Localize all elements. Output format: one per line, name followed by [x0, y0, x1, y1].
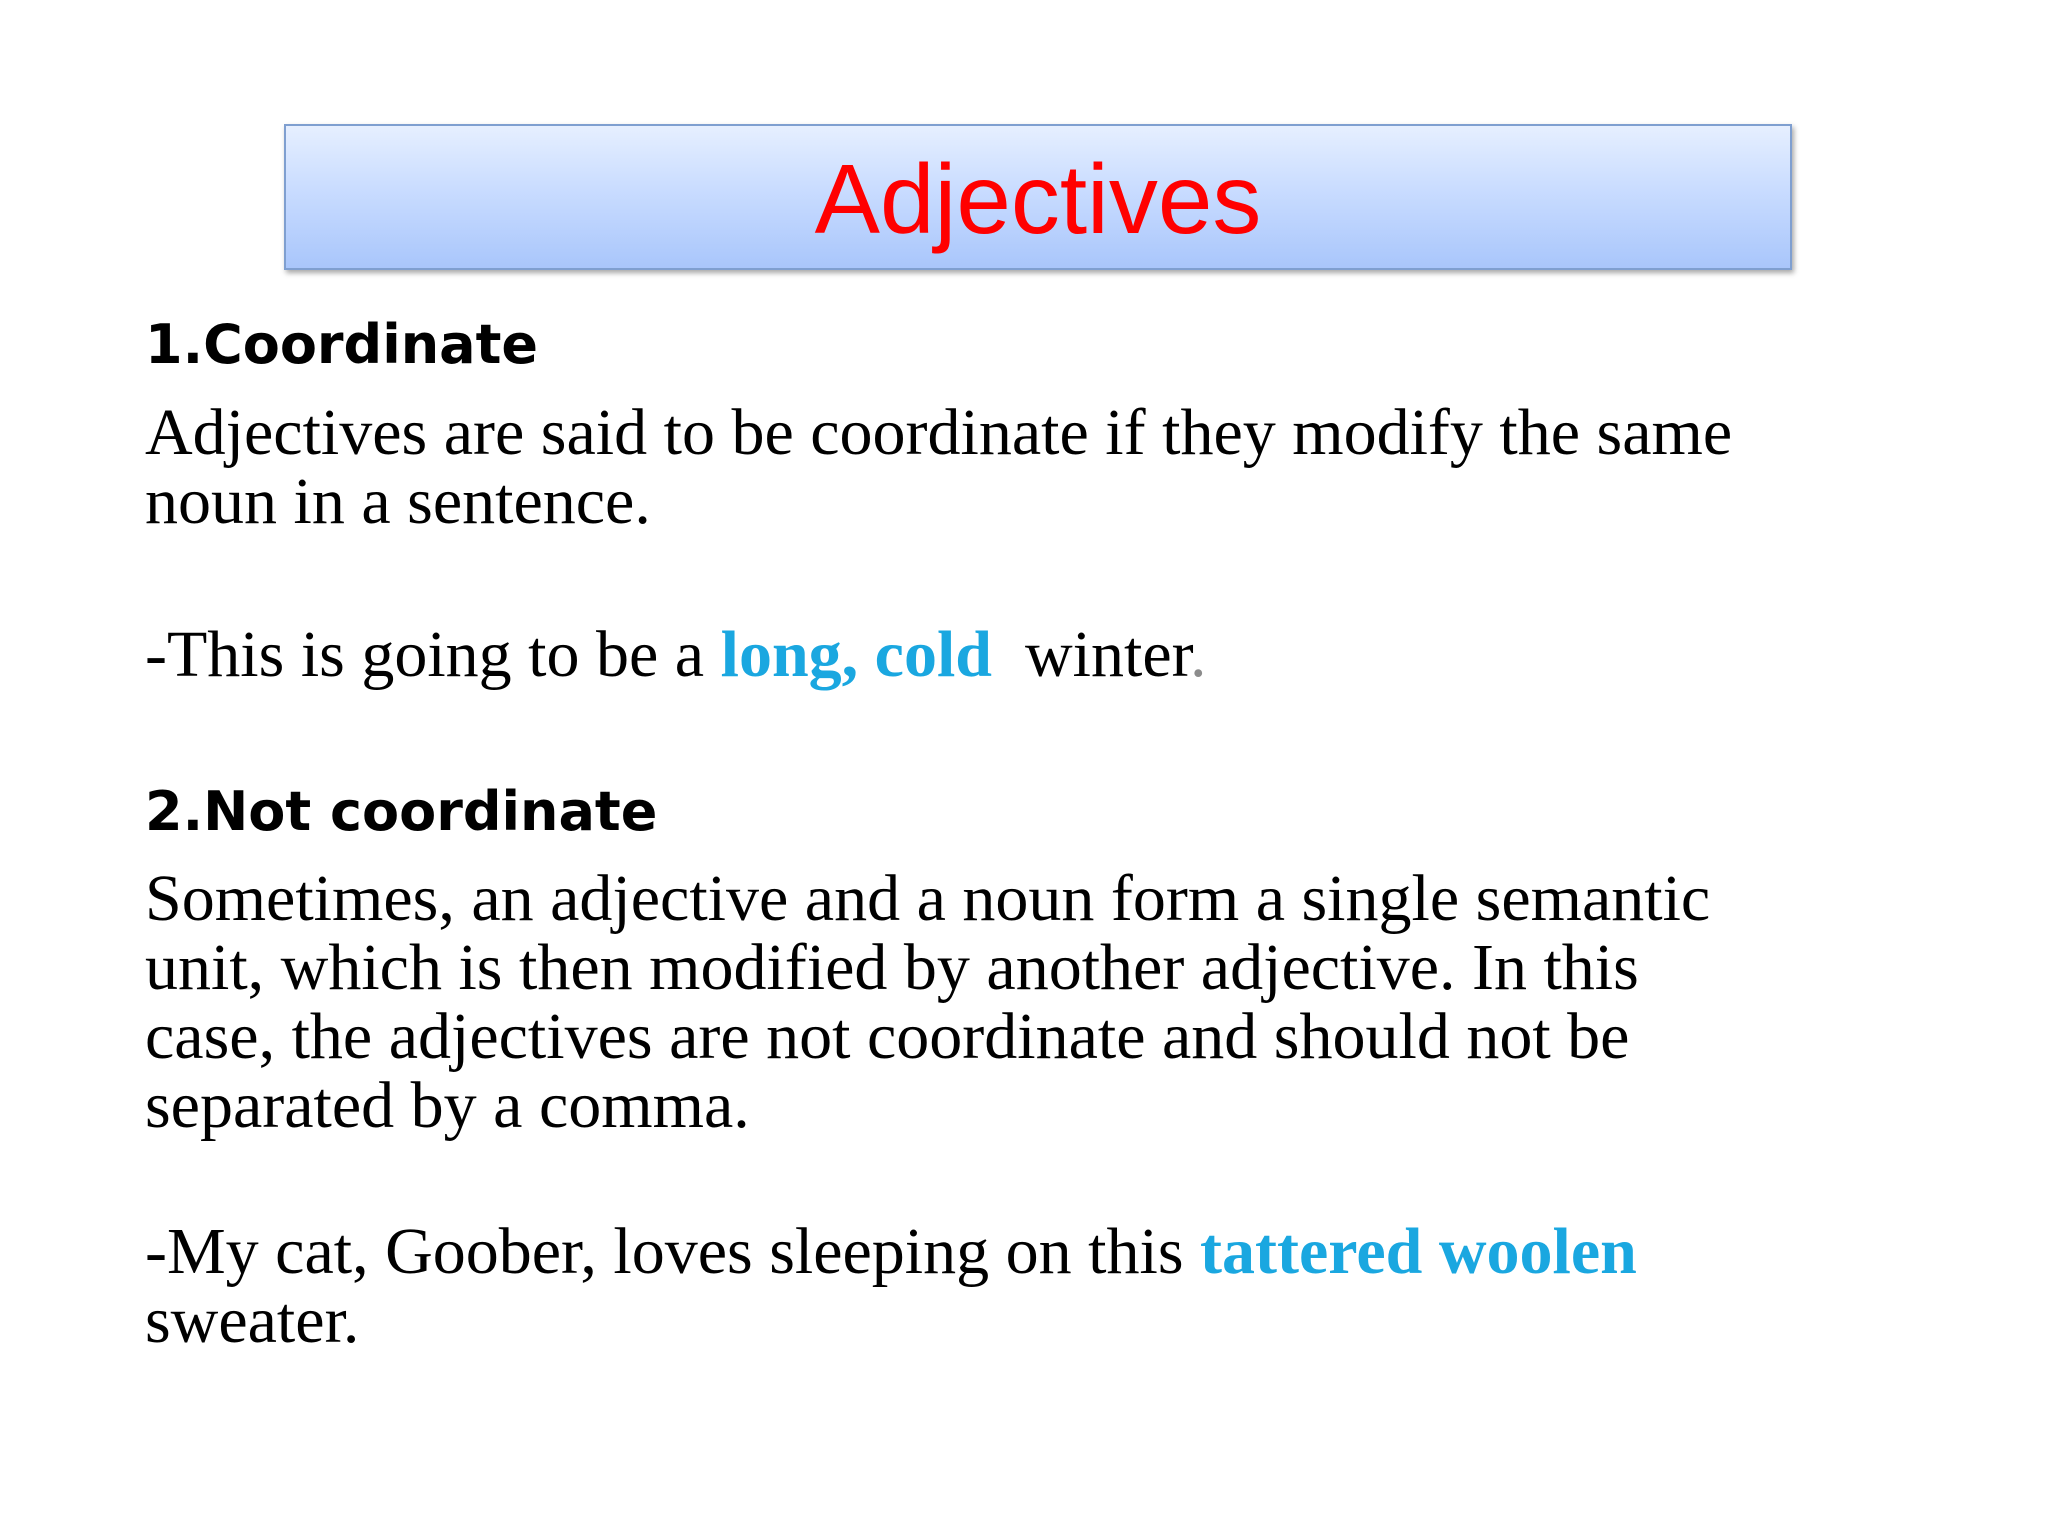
- section-1-example-period: .: [1189, 618, 1207, 691]
- section-1-definition: [145, 398, 1945, 536]
- section-1-definition-line-1: Adjectives are said to be coordinate if they modify the same: [145, 396, 1733, 469]
- slide-title: Adjectives: [814, 144, 1262, 254]
- section-1-example-suffix: winter: [992, 618, 1190, 691]
- title-box: [284, 124, 1792, 270]
- section-1-example: [145, 620, 1945, 689]
- section-2-definition-line-1: Sometimes, an adjective and a noun form a single semantic: [145, 862, 1711, 935]
- section-2-example-line-2: sweater.: [145, 1284, 360, 1357]
- section-2-example: [145, 1217, 1945, 1355]
- section-2-example-prefix: -My cat, Goober, loves sleeping on this: [145, 1215, 1201, 1288]
- section-1-example-prefix: -This is going to be a: [145, 618, 721, 691]
- section-2-example-highlight: tattered woolen: [1200, 1215, 1637, 1288]
- section-2-definition-line-3: case, the adjectives are not coordinate and should not be: [145, 1000, 1630, 1073]
- section-2-definition-line-4: separated by a comma.: [145, 1069, 750, 1142]
- section-2-example-line-1: [145, 1217, 1945, 1286]
- section-1-definition-line-2: noun in a sentence.: [145, 465, 651, 538]
- section-1-heading: 1.Coordinate: [145, 313, 539, 376]
- section-2-definition: [145, 864, 1945, 1140]
- section-2-definition-line-2: unit, which is then modified by another adjective. In this: [145, 931, 1639, 1004]
- section-1-example-highlight: long, cold: [720, 618, 992, 691]
- section-2-heading: 2.Not coordinate: [145, 780, 658, 843]
